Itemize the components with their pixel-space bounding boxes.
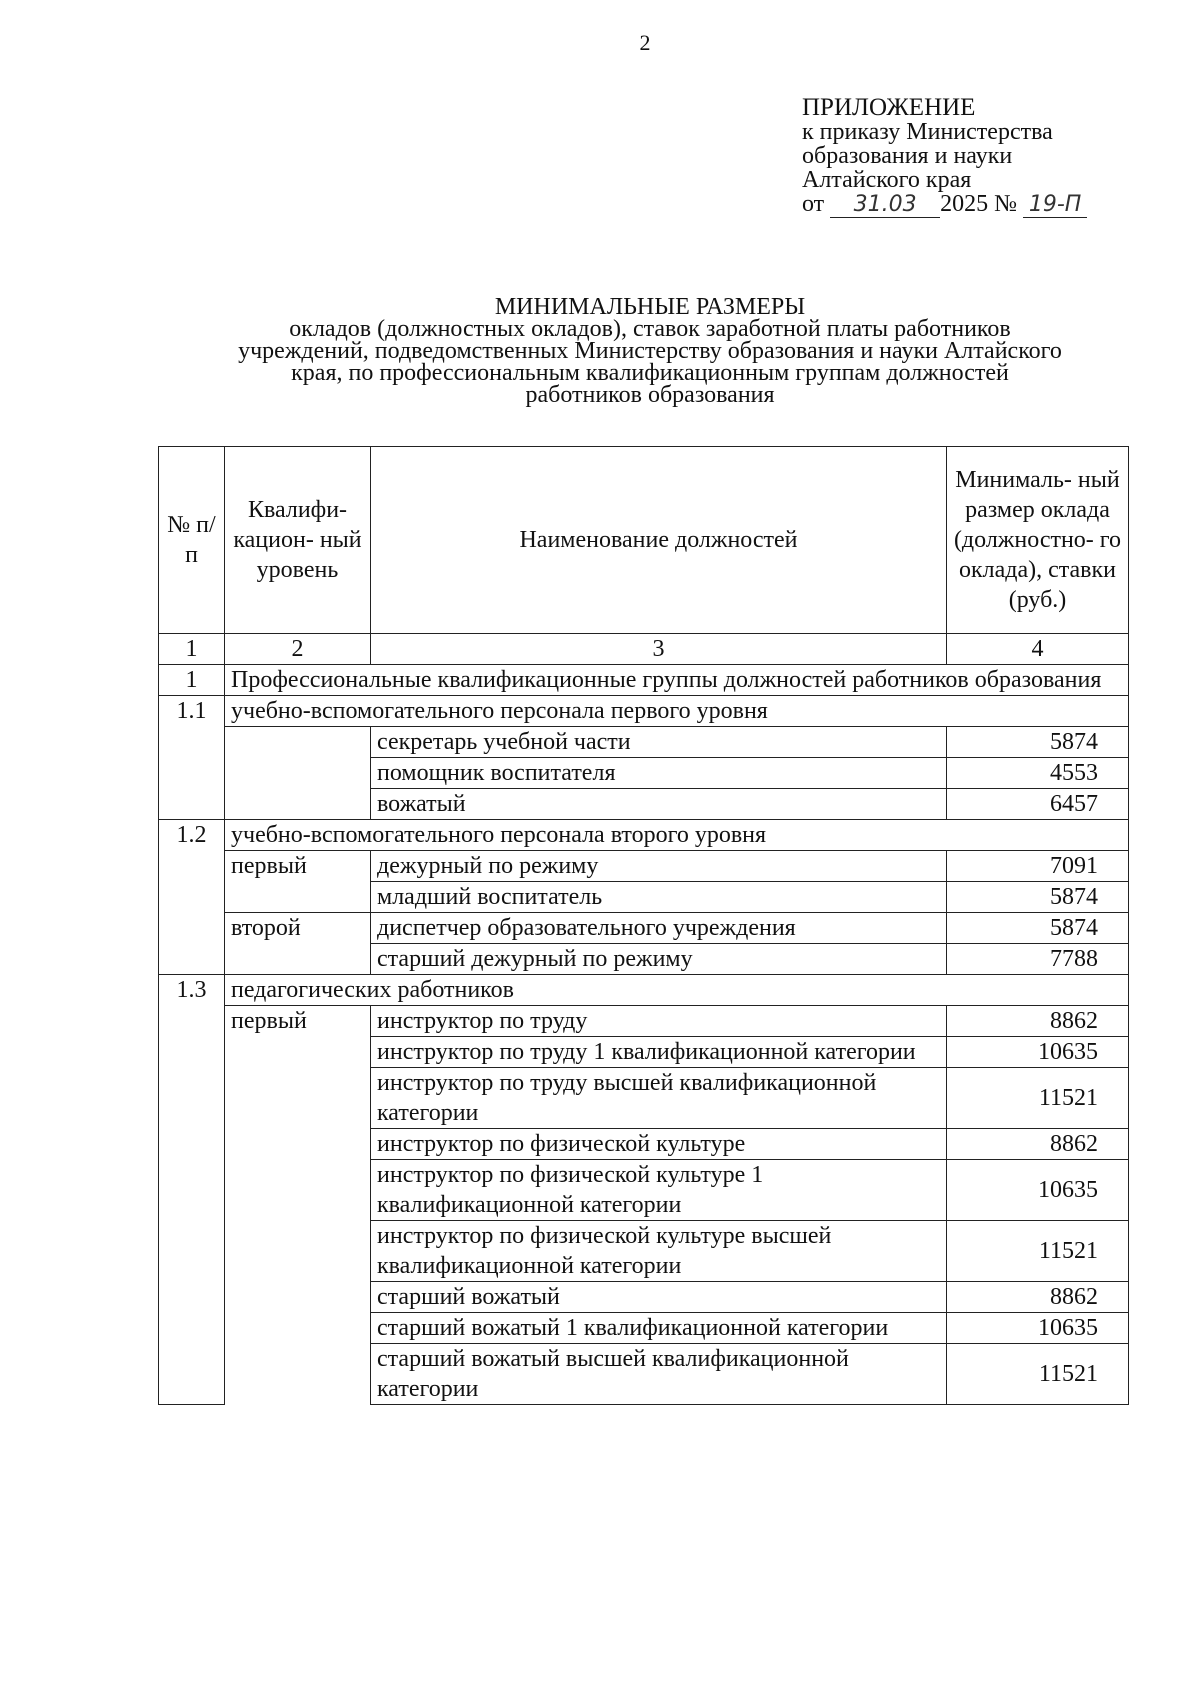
salary-value: 4553 bbox=[947, 758, 1129, 789]
empty-cell bbox=[159, 1037, 225, 1068]
table-row bbox=[159, 851, 1129, 882]
position-name: инструктор по физической культуре bbox=[371, 1129, 947, 1160]
empty-cell bbox=[159, 913, 225, 944]
section-row bbox=[159, 665, 1129, 696]
position-name: инструктор по труду 1 квалификационной категории bbox=[371, 1037, 947, 1068]
col-number: 1 bbox=[159, 634, 225, 665]
section-num: 1 bbox=[159, 665, 225, 696]
position-name: вожатый bbox=[371, 789, 947, 820]
salary-value: 8862 bbox=[947, 1282, 1129, 1313]
empty-cell bbox=[159, 727, 225, 758]
salary-value: 7788 bbox=[947, 944, 1129, 975]
position-name: инструктор по физической культуре высшей квалификационной категории bbox=[371, 1221, 947, 1282]
appendix-line3: Алтайского края bbox=[802, 167, 972, 193]
empty-cell bbox=[225, 758, 371, 789]
salary-value: 8862 bbox=[947, 1006, 1129, 1037]
title-line2: учреждений, подведомственных Министерству образования и науки Алтайского bbox=[238, 338, 1062, 364]
position-name: старший вожатый 1 квалификационной категории bbox=[371, 1313, 947, 1344]
position-name: инструктор по труду высшей квалификационной категории bbox=[371, 1068, 947, 1129]
position-name: диспетчер образовательного учреждения bbox=[371, 913, 947, 944]
appendix-line1: к приказу Министерства bbox=[802, 119, 1053, 145]
group-row bbox=[159, 820, 1129, 851]
appendix-date-line bbox=[802, 192, 1087, 218]
page-number: 2 bbox=[639, 30, 651, 55]
col-number: 2 bbox=[225, 634, 371, 665]
empty-cell bbox=[159, 1344, 225, 1405]
group-row bbox=[159, 975, 1129, 1006]
appendix-line2: образования и науки bbox=[802, 143, 1013, 169]
empty-cell bbox=[225, 882, 371, 913]
empty-cell bbox=[225, 727, 371, 758]
table-row bbox=[159, 758, 1129, 789]
appendix-year: 2025 № bbox=[940, 191, 1018, 217]
salary-value: 11521 bbox=[947, 1068, 1129, 1129]
group-num: 1.1 bbox=[159, 696, 225, 727]
position-name: инструктор по физической культуре 1 квалификационной категории bbox=[371, 1160, 947, 1221]
salary-value: 5874 bbox=[947, 913, 1129, 944]
group-title: учебно-вспомогательного персонала второго уровня bbox=[225, 820, 1129, 851]
salary-value: 11521 bbox=[947, 1344, 1129, 1405]
header-name: Наименование должностей bbox=[371, 447, 947, 634]
header-level: Квалифи- кацион- ный уровень bbox=[225, 447, 371, 634]
header-amount: Минималь- ный размер оклада (должностно- го оклада), ставки (руб.) bbox=[947, 447, 1129, 634]
group-title: учебно-вспомогательного персонала первого уровня bbox=[225, 696, 1129, 727]
position-name: инструктор по труду bbox=[371, 1006, 947, 1037]
table-row bbox=[159, 727, 1129, 758]
group-num: 1.2 bbox=[159, 820, 225, 851]
table-row bbox=[159, 1006, 1129, 1037]
group-title: педагогических работников bbox=[225, 975, 1129, 1006]
position-name: помощник воспитателя bbox=[371, 758, 947, 789]
position-name: секретарь учебной части bbox=[371, 727, 947, 758]
table-row bbox=[159, 913, 1129, 944]
title-main: МИНИМАЛЬНЫЕ РАЗМЕРЫ bbox=[494, 294, 806, 320]
empty-cell bbox=[159, 1282, 225, 1313]
qualification-level: первый bbox=[225, 1006, 371, 1405]
empty-cell bbox=[159, 1221, 225, 1282]
salary-value: 10635 bbox=[947, 1313, 1129, 1344]
appendix-date: 31.03 bbox=[830, 193, 940, 218]
empty-cell bbox=[159, 882, 225, 913]
appendix-number: 19-П bbox=[1023, 193, 1087, 218]
empty-cell bbox=[159, 944, 225, 975]
empty-cell bbox=[159, 1160, 225, 1221]
group-num: 1.3 bbox=[159, 975, 225, 1006]
title-line3: края, по профессиональным квалификационным группам должностей bbox=[291, 360, 1009, 386]
col-number: 3 bbox=[371, 634, 947, 665]
position-name: младший воспитатель bbox=[371, 882, 947, 913]
position-name: дежурный по режиму bbox=[371, 851, 947, 882]
position-name: старший вожатый bbox=[371, 1282, 947, 1313]
appendix-from: от bbox=[802, 191, 825, 217]
empty-cell bbox=[159, 1313, 225, 1344]
salary-value: 11521 bbox=[947, 1221, 1129, 1282]
empty-cell bbox=[159, 758, 225, 789]
empty-cell bbox=[159, 1129, 225, 1160]
document-title bbox=[160, 296, 1140, 406]
header-num: № п/п bbox=[159, 447, 225, 634]
empty-cell bbox=[159, 1068, 225, 1129]
salary-value: 7091 bbox=[947, 851, 1129, 882]
empty-cell bbox=[159, 1006, 225, 1037]
salary-value: 5874 bbox=[947, 727, 1129, 758]
qualification-level: первый bbox=[225, 851, 371, 882]
position-name: старший дежурный по режиму bbox=[371, 944, 947, 975]
appendix-block bbox=[802, 96, 1087, 218]
appendix-title: ПРИЛОЖЕНИЕ bbox=[802, 94, 976, 121]
salary-table bbox=[158, 446, 1129, 1405]
salary-value: 6457 bbox=[947, 789, 1129, 820]
column-number-row bbox=[159, 634, 1129, 665]
salary-value: 5874 bbox=[947, 882, 1129, 913]
group-row bbox=[159, 696, 1129, 727]
salary-value: 10635 bbox=[947, 1160, 1129, 1221]
empty-cell bbox=[159, 789, 225, 820]
salary-value: 8862 bbox=[947, 1129, 1129, 1160]
table-header-row bbox=[159, 447, 1129, 634]
position-name: старший вожатый высшей квалификационной категории bbox=[371, 1344, 947, 1405]
title-line4: работников образования bbox=[525, 382, 775, 408]
section-title: Профессиональные квалификационные группы должностей работников образования bbox=[225, 665, 1129, 696]
table-row bbox=[159, 882, 1129, 913]
col-number: 4 bbox=[947, 634, 1129, 665]
salary-value: 10635 bbox=[947, 1037, 1129, 1068]
table-row bbox=[159, 789, 1129, 820]
empty-cell bbox=[225, 789, 371, 820]
empty-cell bbox=[225, 944, 371, 975]
qualification-level: второй bbox=[225, 913, 371, 944]
title-line1: окладов (должностных окладов), ставок заработной платы работников bbox=[289, 316, 1011, 342]
empty-cell bbox=[159, 851, 225, 882]
table-row bbox=[159, 944, 1129, 975]
